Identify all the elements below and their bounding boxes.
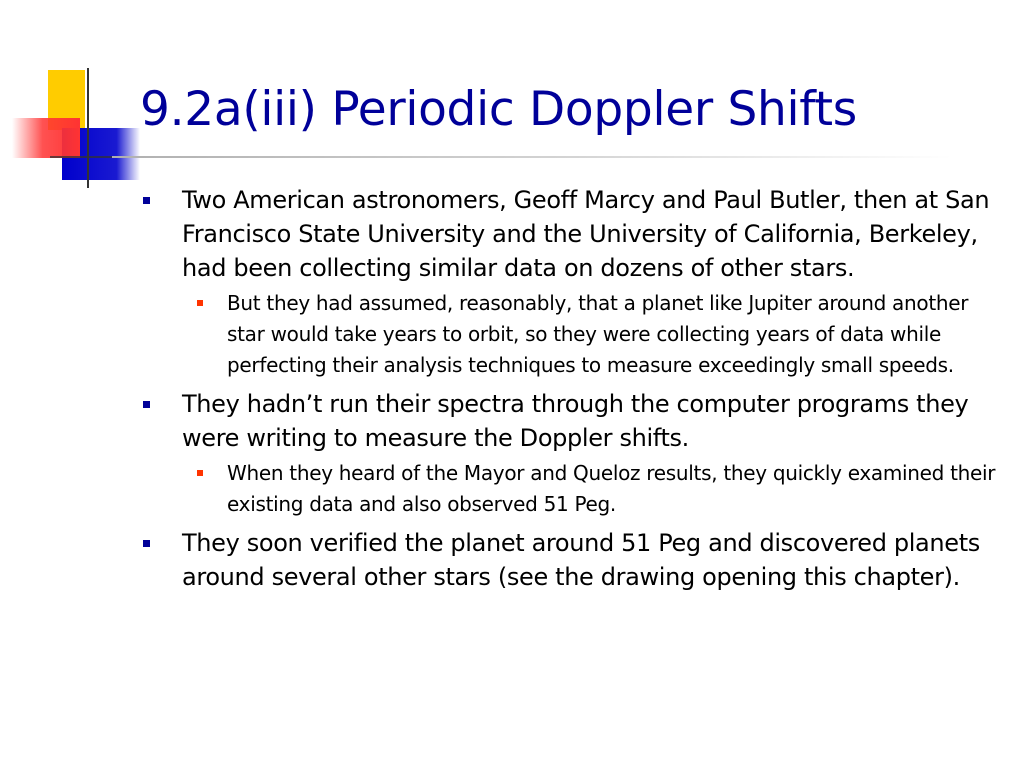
square-bullet-icon bbox=[143, 401, 150, 408]
title-divider bbox=[112, 156, 952, 158]
square-bullet-icon bbox=[197, 300, 203, 306]
bullet-list bbox=[140, 183, 1000, 597]
bullet-text: They hadn’t run their spectra through the computer programs they were writing to measure the Doppler shifts. bbox=[182, 390, 969, 452]
logo-red-bar bbox=[12, 118, 80, 158]
square-bullet-icon bbox=[143, 197, 150, 204]
bullet-item-2 bbox=[140, 387, 1000, 455]
square-bullet-icon bbox=[197, 470, 203, 476]
bullet-item-3 bbox=[140, 526, 1000, 594]
color-blocks-logo-icon bbox=[0, 0, 150, 200]
sub-bullet-item-1 bbox=[140, 288, 1000, 381]
sub-bullet-text: But they had assumed, reasonably, that a planet like Jupiter around another star would take years to orbit, so they were collecting years of data while perfecting their analysis techniques to measure exceedingly small speeds. bbox=[227, 291, 969, 377]
sub-bullet-text: When they heard of the Mayor and Queloz results, they quickly examined their existing data and also observed 51 Peg. bbox=[227, 461, 996, 516]
bullet-text: They soon verified the planet around 51 Peg and discovered planets around several other stars (see the drawing opening this chapter). bbox=[182, 529, 980, 591]
square-bullet-icon bbox=[143, 540, 150, 547]
sub-bullet-item-2 bbox=[140, 458, 1000, 520]
bullet-item-1 bbox=[140, 183, 1000, 285]
slide-title: 9.2a(iii) Periodic Doppler Shifts bbox=[140, 82, 857, 137]
bullet-text: Two American astronomers, Geoff Marcy and Paul Butler, then at San Francisco State University and the University of California, Berkeley, had been collecting similar data on dozens of other stars. bbox=[182, 186, 990, 282]
